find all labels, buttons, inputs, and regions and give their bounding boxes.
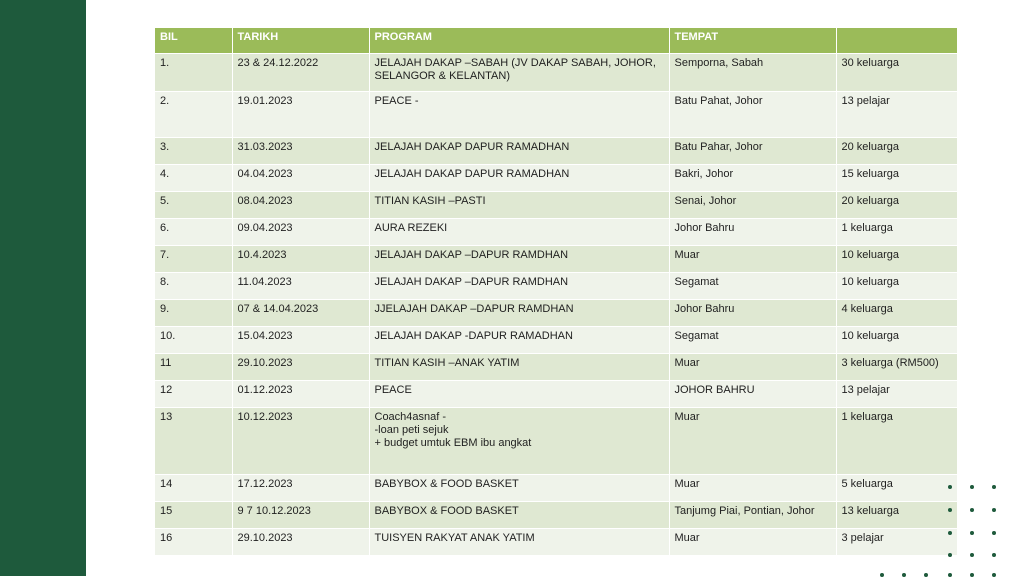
table-row: [155, 92, 957, 138]
cell-tarikh: 17.12.2023: [232, 475, 369, 502]
cell-tempat: Muar: [669, 408, 836, 475]
program-table: [155, 28, 958, 556]
cell-program: BABYBOX & FOOD BASKET: [369, 502, 669, 529]
cell-program: JELAJAH DAKAP -DAPUR RAMADHAN: [369, 327, 669, 354]
cell-bil: 1.: [155, 54, 232, 92]
cell-jumlah: 3 keluarga (RM500): [836, 354, 957, 381]
dot: [970, 553, 974, 557]
cell-jumlah: 1 keluarga: [836, 408, 957, 475]
cell-bil: 10.: [155, 327, 232, 354]
table-row: [155, 300, 957, 327]
cell-jumlah: 13 pelajar: [836, 381, 957, 408]
cell-jumlah: 20 keluarga: [836, 138, 957, 165]
dot: [992, 508, 996, 512]
cell-tempat: Muar: [669, 475, 836, 502]
cell-bil: 15: [155, 502, 232, 529]
cell-program: JJELAJAH DAKAP –DAPUR RAMDHAN: [369, 300, 669, 327]
cell-jumlah: 10 keluarga: [836, 246, 957, 273]
cell-tarikh: 04.04.2023: [232, 165, 369, 192]
header-tarikh: TARIKH: [232, 28, 369, 54]
cell-tarikh: 23 & 24.12.2022: [232, 54, 369, 92]
program-table-container: [155, 28, 957, 556]
dot: [948, 573, 952, 577]
table-row: [155, 354, 957, 381]
cell-program: JELAJAH DAKAP –DAPUR RAMDHAN: [369, 273, 669, 300]
cell-program: PEACE: [369, 381, 669, 408]
table-row: [155, 54, 957, 92]
cell-tempat: Muar: [669, 246, 836, 273]
cell-tempat: Segamat: [669, 273, 836, 300]
cell-tarikh: 29.10.2023: [232, 529, 369, 556]
cell-tarikh: 11.04.2023: [232, 273, 369, 300]
dot: [970, 508, 974, 512]
cell-program: JELAJAH DAKAP –DAPUR RAMDHAN: [369, 246, 669, 273]
cell-tempat: Johor Bahru: [669, 300, 836, 327]
cell-program: JELAJAH DAKAP DAPUR RAMADHAN: [369, 165, 669, 192]
cell-jumlah: 5 keluarga: [836, 475, 957, 502]
cell-program: TITIAN KASIH –ANAK YATIM: [369, 354, 669, 381]
table-row: [155, 273, 957, 300]
cell-tarikh: 19.01.2023: [232, 92, 369, 138]
cell-bil: 9.: [155, 300, 232, 327]
cell-bil: 3.: [155, 138, 232, 165]
cell-jumlah: 10 keluarga: [836, 327, 957, 354]
table-row: [155, 219, 957, 246]
cell-tarikh: 09.04.2023: [232, 219, 369, 246]
dot: [948, 508, 952, 512]
cell-jumlah: 15 keluarga: [836, 165, 957, 192]
cell-bil: 4.: [155, 165, 232, 192]
table-row: [155, 246, 957, 273]
cell-program: JELAJAH DAKAP –SABAH (JV DAKAP SABAH, JOHOR, SELANGOR & KELANTAN): [369, 54, 669, 92]
cell-jumlah: 20 keluarga: [836, 192, 957, 219]
cell-tempat: Segamat: [669, 327, 836, 354]
table-row: [155, 529, 957, 556]
cell-program: AURA REZEKI: [369, 219, 669, 246]
table-row: [155, 502, 957, 529]
cell-bil: 14: [155, 475, 232, 502]
dot: [948, 531, 952, 535]
cell-tempat: JOHOR BAHRU: [669, 381, 836, 408]
cell-program: Coach4asnaf - -loan peti sejuk + budget umtuk EBM ibu angkat: [369, 408, 669, 475]
dot: [992, 531, 996, 535]
header-jumlah: [836, 28, 957, 54]
left-accent-bar: [0, 0, 86, 576]
cell-jumlah: 10 keluarga: [836, 273, 957, 300]
cell-tarikh: 31.03.2023: [232, 138, 369, 165]
cell-jumlah: 3 pelajar: [836, 529, 957, 556]
cell-tarikh: 10.12.2023: [232, 408, 369, 475]
dot: [970, 531, 974, 535]
decorative-dot-grid: [948, 481, 1008, 576]
header-tempat: TEMPAT: [669, 28, 836, 54]
cell-tarikh: 01.12.2023: [232, 381, 369, 408]
cell-jumlah: 13 pelajar: [836, 92, 957, 138]
cell-bil: 8.: [155, 273, 232, 300]
cell-tempat: Muar: [669, 529, 836, 556]
cell-tempat: Batu Pahat, Johor: [669, 92, 836, 138]
cell-bil: 16: [155, 529, 232, 556]
cell-bil: 13: [155, 408, 232, 475]
cell-tarikh: 29.10.2023: [232, 354, 369, 381]
cell-jumlah: 4 keluarga: [836, 300, 957, 327]
cell-bil: 7.: [155, 246, 232, 273]
cell-tarikh: 08.04.2023: [232, 192, 369, 219]
table-header-row: [155, 28, 957, 54]
cell-bil: 11: [155, 354, 232, 381]
dot: [970, 573, 974, 577]
cell-tempat: Semporna, Sabah: [669, 54, 836, 92]
header-bil: BIL: [155, 28, 232, 54]
dot: [970, 485, 974, 489]
cell-jumlah: 1 keluarga: [836, 219, 957, 246]
table-row: [155, 165, 957, 192]
cell-tempat: Bakri, Johor: [669, 165, 836, 192]
cell-jumlah: 30 keluarga: [836, 54, 957, 92]
table-row: [155, 138, 957, 165]
cell-tempat: Johor Bahru: [669, 219, 836, 246]
cell-tempat: Tanjumg Piai, Pontian, Johor: [669, 502, 836, 529]
cell-program: PEACE -: [369, 92, 669, 138]
cell-program: JELAJAH DAKAP DAPUR RAMADHAN: [369, 138, 669, 165]
cell-tarikh: 15.04.2023: [232, 327, 369, 354]
cell-bil: 5.: [155, 192, 232, 219]
table-row: [155, 192, 957, 219]
cell-bil: 6.: [155, 219, 232, 246]
cell-tarikh: 9 7 10.12.2023: [232, 502, 369, 529]
cell-bil: 12: [155, 381, 232, 408]
table-row: [155, 475, 957, 502]
cell-jumlah: 13 keluarga: [836, 502, 957, 529]
dot: [992, 553, 996, 557]
table-row: [155, 408, 957, 475]
cell-tarikh: 07 & 14.04.2023: [232, 300, 369, 327]
dot: [924, 573, 928, 577]
dot: [992, 573, 996, 577]
cell-tempat: Batu Pahar, Johor: [669, 138, 836, 165]
cell-bil: 2.: [155, 92, 232, 138]
cell-tempat: Senai, Johor: [669, 192, 836, 219]
header-program: PROGRAM: [369, 28, 669, 54]
cell-program: BABYBOX & FOOD BASKET: [369, 475, 669, 502]
table-row: [155, 381, 957, 408]
dot: [880, 573, 884, 577]
dot: [992, 485, 996, 489]
dot: [948, 485, 952, 489]
dot: [902, 573, 906, 577]
cell-tempat: Muar: [669, 354, 836, 381]
dot: [948, 553, 952, 557]
cell-tarikh: 10.4.2023: [232, 246, 369, 273]
cell-program: TITIAN KASIH –PASTI: [369, 192, 669, 219]
cell-program: TUISYEN RAKYAT ANAK YATIM: [369, 529, 669, 556]
table-row: [155, 327, 957, 354]
